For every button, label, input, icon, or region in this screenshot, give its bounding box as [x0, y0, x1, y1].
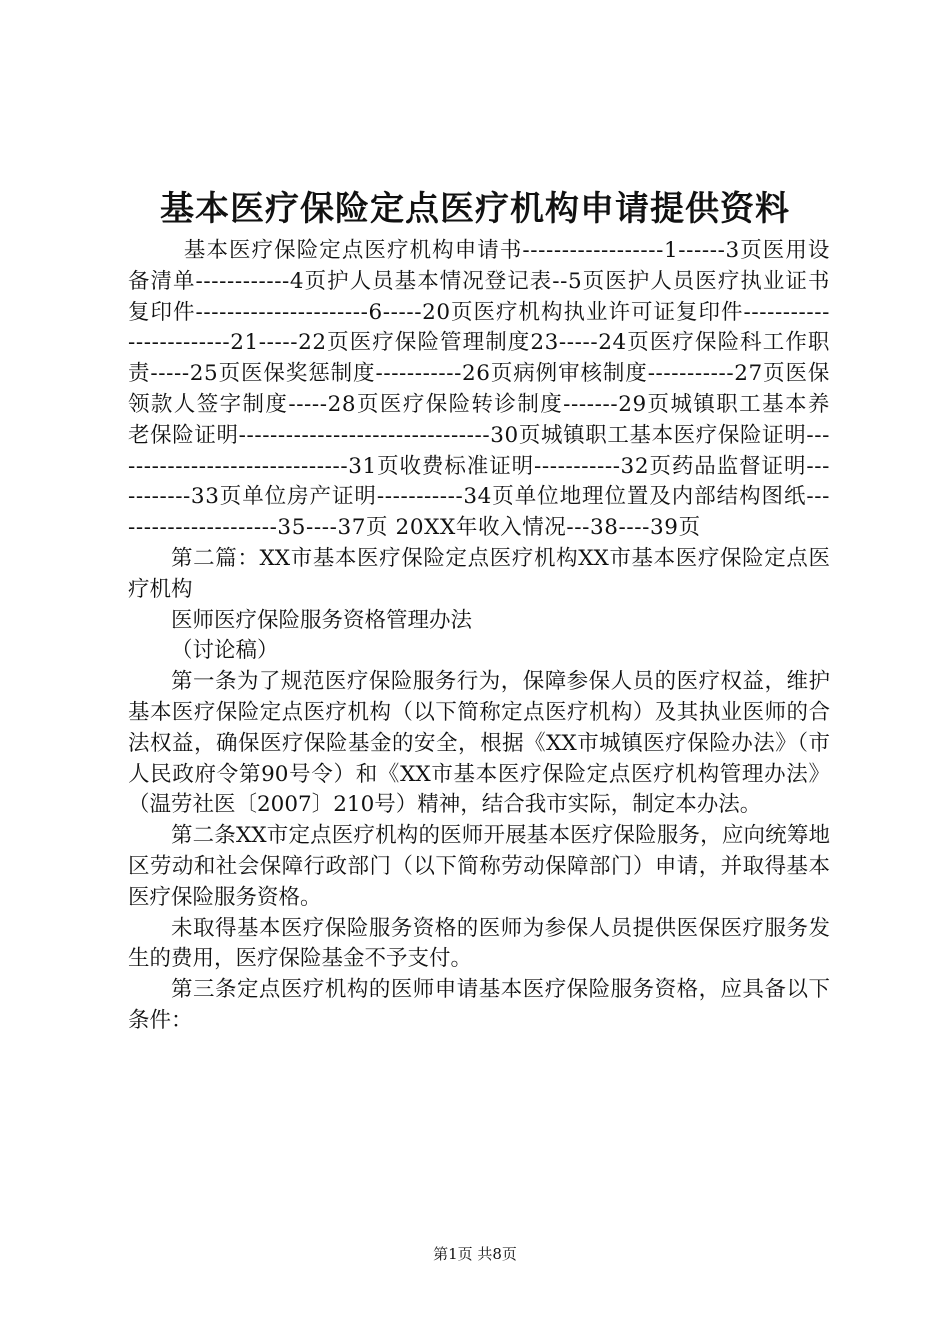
document-subtitle: 医师医疗保险服务资格管理办法: [171, 607, 473, 633]
document-title: 基本医疗保险定点医疗机构申请提供资料: [160, 189, 790, 229]
page-footer: 第1页 共8页: [433, 1245, 517, 1263]
article-2-paragraph: 第二条XX市定点医疗机构的医师开展基本医疗保险服务，应向统筹地区劳动和社会保障行政部门（以下简称劳动保障部门）申请，并取得基本医疗保险服务资格。: [128, 823, 830, 910]
article-1-paragraph: 第一条为了规范医疗保险服务行为，保障参保人员的医疗权益，维护基本医疗保险定点医疗机构（以下简称定点医疗机构）及其执业医师的合法权益，确保医疗保险基金的安全，根据《XX市城镇医疗保险办法》（市人民政府令第90号令）和《XX市基本医疗保险定点医疗机构管理办法》（温劳社医〔2007〕210号）精神，结合我市实际，制定本办法。: [128, 669, 830, 818]
article-2-note-paragraph: 未取得基本医疗保险服务资格的医师为参保人员提供医保医疗服务发生的费用，医疗保险基金不予支付。: [128, 915, 830, 972]
table-of-contents-paragraph: 基本医疗保险定点医疗机构申请书------------------1------3页医用设备清单------------4页护人员基本情况登记表--5页医护人员医疗执业证书复印件----------------------6-----20页医疗机构执业许可证复印件------------------------21-----22页医疗保险管理制度23-----24页医疗保险科工作职责-----25页医保奖惩制度-----------26页病例审核制度-----------27页医保领款人签字制度-----28页医疗保险转诊制度-------29页城镇职工基本养老保险证明--------------------------------30页城镇职工基本医疗保险证明-------------------------------31页收费标准证明-----------32页药品监督证明-----------33页单位房产证明-----------34页单位地理位置及内部结构图纸----------------------35----37页 20XX年收入情况---38----39页: [128, 238, 830, 541]
article-3-paragraph: 第三条定点医疗机构的医师申请基本医疗保险服务资格，应具备以下条件：: [128, 977, 830, 1033]
draft-note: （讨论稿）: [171, 638, 279, 664]
document-body: [128, 236, 830, 1037]
section-heading-paragraph: 第二篇：XX市基本医疗保险定点医疗机构XX市基本医疗保险定点医疗机构: [128, 545, 830, 602]
